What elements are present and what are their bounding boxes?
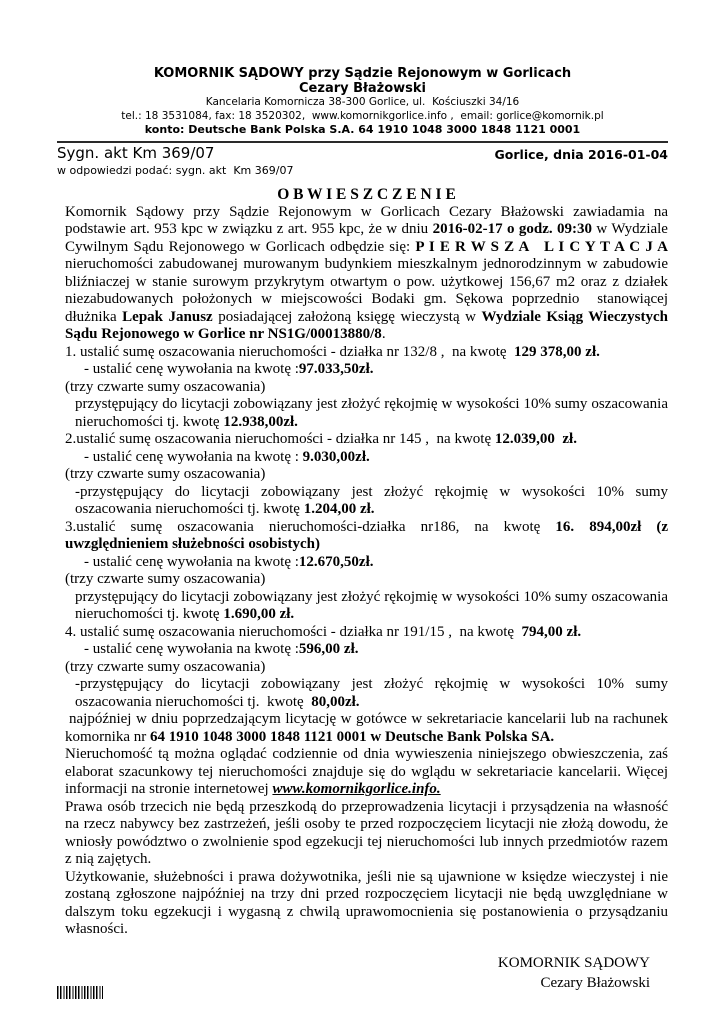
paragraph: (trzy czwarte sumy oszacowania) bbox=[65, 571, 266, 587]
paragraph: przystępujący do licytacji zobowiązany jest złożyć rękojmię w wysokości 10% sumy oszacowania nieruchomości tj. kwotę 12.938,00zł. bbox=[75, 396, 672, 430]
letterhead bbox=[57, 66, 668, 137]
document-content bbox=[65, 186, 672, 993]
document-title: O B W I E S Z C Z E N I E bbox=[277, 186, 456, 203]
case-number: Sygn. akt Km 369/07 bbox=[57, 144, 215, 162]
signature-title: KOMORNIK SĄDOWY bbox=[497, 954, 650, 971]
paragraph: (trzy czwarte sumy oszacowania) bbox=[65, 466, 266, 482]
signature-block bbox=[65, 953, 668, 993]
paragraph: (trzy czwarte sumy oszacowania) bbox=[65, 378, 266, 395]
document-date: Gorlice, dnia 2016-01-04 bbox=[494, 147, 668, 162]
office-name: KOMORNIK SĄDOWY przy Sądzie Rejonowym w Gorlicach bbox=[153, 66, 572, 81]
paragraph: Nieruchomość tą można oglądać codziennie od dnia wywieszenia niniejszego obwieszczenia, zaś elaborat szacunkowy tej nieruchomości znajduje się do wglądu w sekretariacie kancelarii. Więcej informacji na stronie internetowej www.komornikgorlice.info. bbox=[65, 746, 672, 797]
paragraph: Komornik Sądowy przy Sądzie Rejonowym w Gorlicach Cezary Błażowski zawiadamia na podstawie art. 953 kpc w związku z art. 955 kpc, że w dniu 2016-02-17 o godz. 09:30 w Wydziale Cywilnym Sądu Rejonowego w Gorlicach odbędzie się: P I E R W S Z A L I C Y T A C J A nieruchomości zabudowanej murowanym budynkiem mieszkalnym jednorodzinnym w zabudowie bliźniaczej w stanie surowym przykrytym otwartym o pow. użytkowej 156,67 m2 oraz z działek niezabudowanych położonych w miejscowości Bodaki gm. Sękowa poprzednio stanowiącej dłużnika Lepak Janusz posiadającej założoną księgę wieczystą w Wydziale Ksiąg Wieczystych Sądu Rejonowego w Gorlice nr NS1G/00013880/8. bbox=[65, 203, 672, 342]
signature-name: Cezary Błażowski bbox=[540, 974, 650, 991]
paragraph: 1. ustalić sumę oszacowania nieruchomości - działka nr 132/8 , na kwotę 129 378,00 zł. bbox=[65, 343, 600, 360]
paragraph: przystępujący do licytacji zobowiązany jest złożyć rękojmię w wysokości 10% sumy oszacowania nieruchomości tj. kwotę 1.690,00 zł. bbox=[75, 588, 672, 622]
paragraph: Prawa osób trzecich nie będą przeszkodą do przeprowadzenia licytacji i przysądzenia na własność na rzecz nabywcy bez zastrzeżeń, jeśli osoby te przed rozpoczęciem licytacji nie złożą dowodu, że wniosły powództwo o zwolnienie spod egzekucji tej nieruchomości lub innych przedmiotów razem z nią zajętych. bbox=[65, 798, 672, 867]
paragraph: 4. ustalić sumę oszacowania nieruchomości - działka nr 191/15 , na kwotę 794,00 zł. bbox=[65, 623, 582, 640]
office-contact: tel.: 18 3531084, fax: 18 3520302, www.komornikgorlice.info , email: gorlice@komornik.pl bbox=[121, 109, 604, 122]
paragraph: najpóźniej w dniu poprzedzającym licytację w gotówce w sekretariacie kancelarii lub na rachunek komornika nr 64 1910 1048 3000 1848 1121 0001 w Deutsche Bank Polska SA. bbox=[65, 711, 672, 745]
bailiff-name: Cezary Błażowski bbox=[299, 81, 426, 96]
case-row bbox=[57, 144, 668, 162]
office-address: Kancelaria Komornicza 38-300 Gorlice, ul. Kościuszki 34/16 bbox=[205, 96, 520, 108]
bank-account: konto: Deutsche Bank Polska S.A. 64 1910 1048 3000 1848 1121 0001 bbox=[144, 123, 581, 136]
paragraph: -przystępujący do licytacji zobowiązany jest złożyć rękojmię w wysokości 10% sumy oszacowania nieruchomości tj. kwotę 80,00zł. bbox=[75, 676, 672, 710]
paragraph: - ustalić cenę wywołania na kwotę :596,00 zł. bbox=[84, 641, 359, 657]
document-body bbox=[65, 203, 672, 939]
paragraph: -przystępujący do licytacji zobowiązany jest złożyć rękojmię w wysokości 10% sumy oszacowania nieruchomości tj. kwotę 1.204,00 zł. bbox=[75, 483, 672, 517]
reply-note: w odpowiedzi podać: sygn. akt Km 369/07 bbox=[57, 164, 294, 177]
paragraph: 2.ustalić sumę oszacowania nieruchomości - działka nr 145 , na kwotę 12.039,00 zł. bbox=[65, 431, 577, 447]
barcode-icon bbox=[57, 986, 103, 999]
paragraph: 3.ustalić sumę oszacowania nieruchomości-działka nr186, na kwotę 16. 894,00zł (z uwzględnieniem służebności osobistych) bbox=[65, 518, 672, 552]
paragraph: - ustalić cenę wywołania na kwotę : 9.030,00zł. bbox=[84, 448, 370, 465]
paragraph: - ustalić cenę wywołania na kwotę :12.670,50zł. bbox=[84, 553, 374, 570]
paragraph: - ustalić cenę wywołania na kwotę :97.033,50zł. bbox=[84, 361, 374, 377]
paragraph: Użytkowanie, służebności i prawa dożywotnika, jeśli nie są ujawnione w księdze wieczystej i nie zostaną zgłoszone najpóźniej na trzy dni przed rozpoczęciem licytacji nie będą uwzględniane w dalszym toku egzekucji i wygasną z chwilą uprawomocnienia się postanowienia o przysądzaniu własności. bbox=[65, 868, 672, 937]
paragraph: (trzy czwarte sumy oszacowania) bbox=[65, 658, 266, 675]
header-divider bbox=[57, 141, 668, 143]
